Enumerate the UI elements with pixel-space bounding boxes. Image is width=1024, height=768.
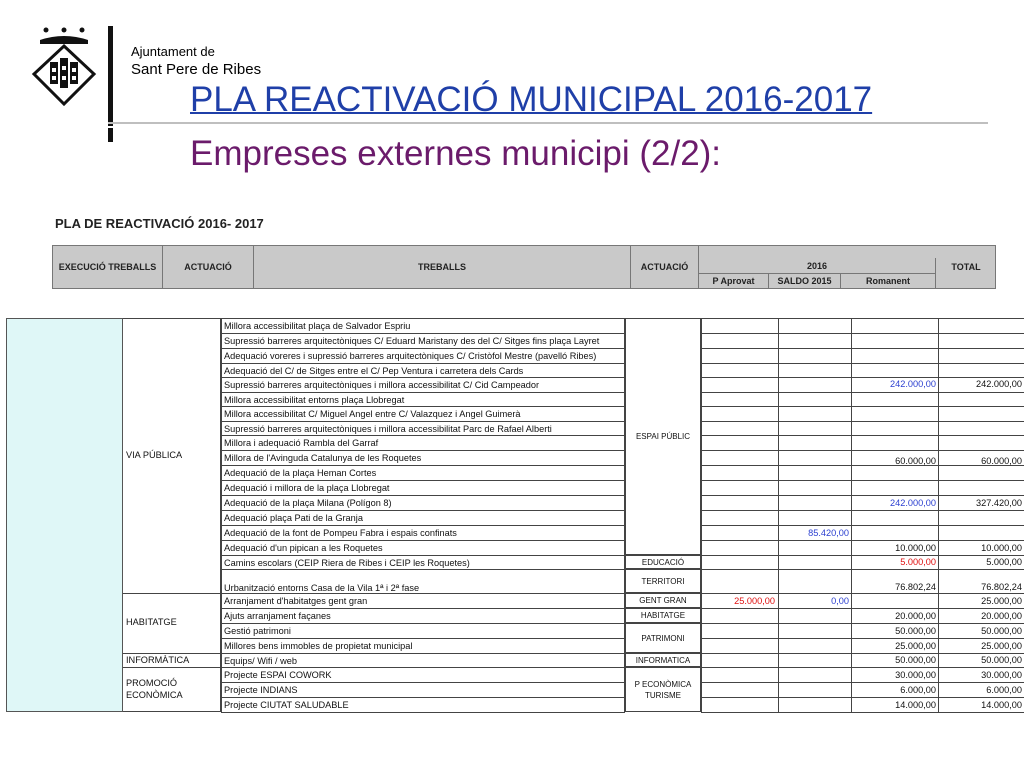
actuacio-educacio: EDUCACIÓ [625,555,701,569]
value-p-aprovat: 25.000,00 [734,596,775,606]
actuacio-patrimoni: PATRIMONI [625,623,701,653]
table-row: Urbanització entorns Casa de la Vila 1ª i 2ª fase [221,569,625,594]
col-treballs: TREBALLS [254,246,631,288]
table-row: Projecte INDIANS [221,682,625,698]
value-romanent: 50.000,00 [895,626,936,636]
value-saldo: 0,00 [831,596,849,606]
value-romanent: 60.000,00 [895,455,936,466]
col-actuacio: ACTUACIÓ [163,246,254,288]
table-row: Gestió patrimoni [221,623,625,639]
value-romanent: 10.000,00 [895,543,936,553]
value-romanent: 6.000,00 [900,685,936,695]
table-row: Millora accessibilitat entorns plaça Llobregat [221,392,625,407]
value-romanent: 242.000,00 [890,498,936,508]
actuacio-p-economica: P ECONÒMICA TURISME [625,667,701,712]
table-row: Camins escolars (CEIP Riera de Ribes i CEIP les Roquetes) [221,555,625,570]
group-informatica: INFORMÀTICA [126,655,190,665]
coat-of-arms-logo [30,24,102,134]
table-row: Adequació de la plaça Milana (Polígon 8) [221,495,625,511]
col-actuacio-2: ACTUACIÓ [631,246,699,288]
value-romanent: 20.000,00 [895,611,936,621]
actuacio-habitatge: HABITATGE [625,608,701,623]
table-row: Millora de l'Avinguda Catalunya de les Roquetes [221,450,625,466]
value-romanent: 50.000,00 [895,655,936,665]
table-row: Projecte CIUTAT SALUDABLE [221,697,625,713]
page-subtitle: Empreses externes municipi (2/2): [190,134,722,173]
table-row: Adequació de la plaça Heman Cortes [221,465,625,481]
table-row: Adequació i millora de la plaça Llobregat [221,480,625,496]
value-total: 30.000,00 [981,670,1022,680]
value-total: 25.000,00 [981,641,1022,651]
value-romanent: 5.000,00 [900,557,936,567]
col-year: 2016 [699,258,936,274]
table-row: Adequació d'un pipican a les Roquetes [221,540,625,556]
table-row: Ajuts arranjament façanes [221,608,625,624]
vertical-divider [108,26,113,126]
value-romanent: 25.000,00 [895,641,936,651]
page-title: PLA REACTIVACIÓ MUNICIPAL 2016-2017 [190,80,873,119]
table-header [52,245,996,289]
org-name-line1: Ajuntament de [131,44,215,59]
table-row: Adequació de la font de Pompeu Fabra i espais confinats [221,525,625,541]
group-via-publica: VIA PÚBLICA [126,450,183,460]
table-row: Adequació voreres i supressió barreres arquitectòniques C/ Cristòfol Mestre (pavelló Ribes) [221,348,625,364]
value-total: 50.000,00 [981,626,1022,636]
table-row: Arranjament d'habitatges gent gran [221,593,625,609]
table-title: PLA DE REACTIVACIÓ 2016- 2017 [55,216,264,231]
col-total: TOTAL [951,262,981,272]
value-total: 5.000,00 [986,557,1022,567]
actuacio-informatica: INFORMATICA [625,653,701,667]
value-total: 76.802,24 [981,581,1022,592]
col-p-aprovat: P Aprovat [699,274,769,288]
group-promocio: PROMOCIÓ ECONÒMICA [126,678,183,700]
execution-column [6,318,123,712]
actuacio-territori: TERRITORI [625,569,701,593]
table-row: Supressió barreres arquitectòniques i millora accessibilitat C/ Cid Campeador [221,377,625,393]
value-saldo: 85.420,00 [808,528,849,538]
table-row: Millora i adequació Rambla del Garraf [221,435,625,451]
actuacio-gent-gran: GENT GRAN [625,593,701,608]
value-romanent: 242.000,00 [890,379,936,389]
group-habitatge: HABITATGE [126,617,177,627]
table-row: Supressió barreres arquitectòniques i millora accessibilitat Parc de Rafael Alberti [221,421,625,436]
value-romanent: 30.000,00 [895,670,936,680]
value-total: 6.000,00 [986,685,1022,695]
value-total: 10.000,00 [981,543,1022,553]
value-total: 50.000,00 [981,655,1022,665]
col-romanent: Romanent [841,274,936,288]
value-romanent: 14.000,00 [895,700,936,710]
org-name-line2: Sant Pere de Ribes [131,61,262,78]
table-row: Millores bens immobles de propietat municipal [221,638,625,654]
table-row: Millora accessibilitat plaça de Salvador Espriu [221,318,625,334]
table-row: Adequació del C/ de Sitges entre el C/ Pep Ventura i carretera dels Cards [221,363,625,378]
value-total: 242.000,00 [976,379,1022,389]
col-saldo: SALDO 2015 [769,274,841,288]
value-romanent: 76.802,24 [895,581,936,592]
value-total: 14.000,00 [981,700,1022,710]
table-row: Millora accessibilitat C/ Miguel Angel entre C/ Valazquez i Angel Guimerà [221,406,625,422]
table-row: Projecte ESPAI COWORK [221,667,625,683]
horizontal-rule [108,122,988,124]
value-total: 60.000,00 [981,455,1022,466]
value-total: 25.000,00 [981,596,1022,606]
table-row: Equips/ Wifi / web [221,653,625,668]
actuacio-espai-public: ESPAI PÚBLIC [625,318,701,555]
value-total: 327.420,00 [976,498,1022,508]
vertical-divider-lower [108,128,113,142]
table-row: Supressió barreres arquitectòniques C/ Eduard Maristany des del C/ Sitges fins plaça Layret [221,333,625,349]
table-row: Adequació plaça Pati de la Granja [221,510,625,526]
col-execucio: EXECUCIÓ TREBALLS [53,246,163,288]
value-total: 20.000,00 [981,611,1022,621]
